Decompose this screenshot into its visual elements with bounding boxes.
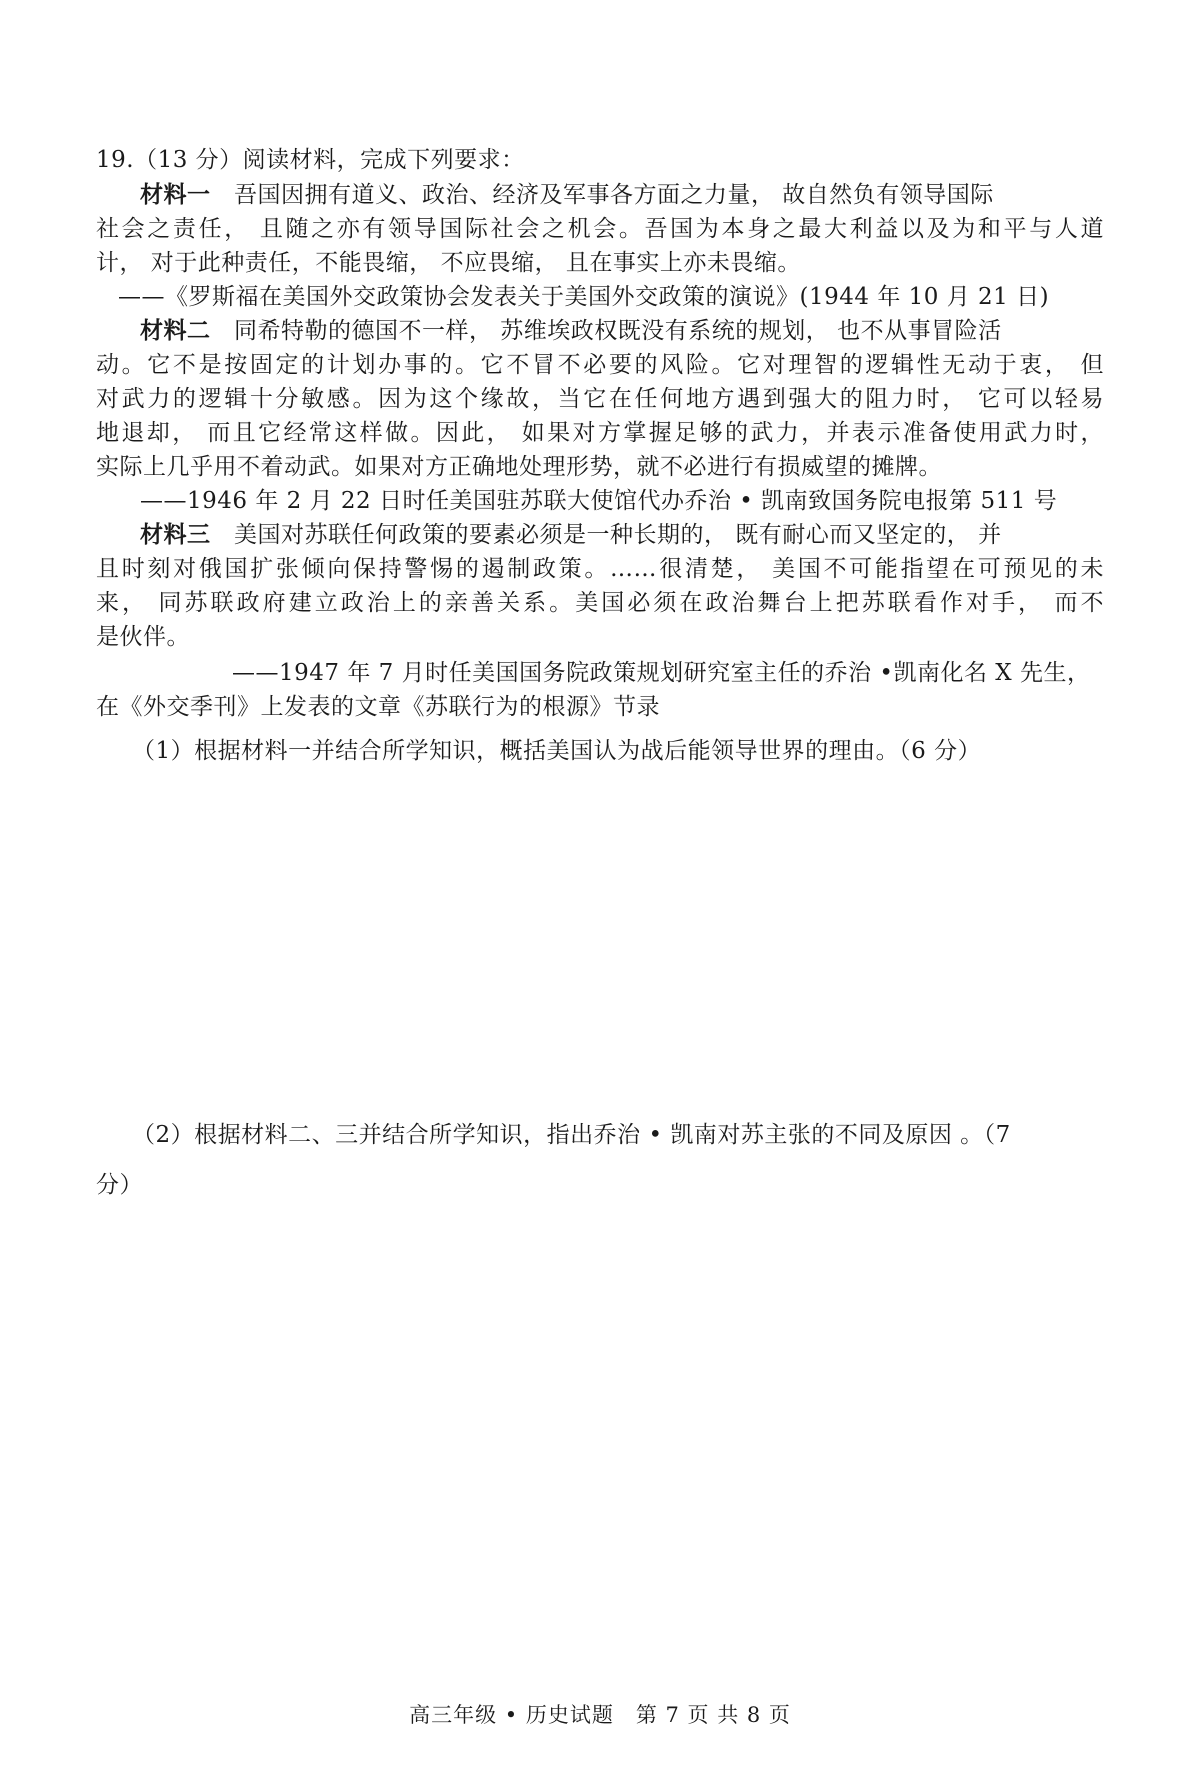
material3-first-line (140, 518, 1002, 552)
material2-text-2: 动。它不是按固定的计划办事的。它不冒不必要的风险。它对理智的逻辑性无动于衷， 但 (96, 352, 1104, 378)
material3-text-4: 是伙伴。 (96, 624, 190, 650)
material1-text-2: 社会之责任， 且随之亦有领导国际社会之机会。吾国为本身之最大利益以及为和平与人道 (96, 216, 1104, 242)
material1-label: 材料一 (140, 182, 211, 208)
material1-source: ——《罗斯福在美国外交政策协会发表关于美国外交政策的演说》(1944 年 10 月 21 日) (118, 284, 1050, 310)
material3-text-3: 来， 同苏联政府建立政治上的亲善关系。美国必须在政治舞台上把苏联看作对手， 而不 (96, 590, 1104, 616)
question-header: 19.（13 分）阅读材料，完成下列要求： (96, 147, 525, 173)
material2-text-4: 地退却， 而且它经常这样做。因此， 如果对方掌握足够的武力，并表示准备使用武力时， (96, 420, 1104, 446)
material2-source: ——1946 年 2 月 22 日时任美国驻苏联大使馆代办乔治 • 凯南致国务院电报第 511 号 (140, 488, 1058, 514)
subquestion-1: （1）根据材料一并结合所学知识，概括美国认为战后能领导世界的理由。（6 分） (132, 738, 982, 764)
page-footer: 高三年级 • 历史试题 第 7 页 共 8 页 (409, 1703, 791, 1727)
subquestion-2-line-1: （2）根据材料二、三并结合所学知识，指出乔治 • 凯南对苏主张的不同及原因 。（7 (132, 1122, 1011, 1148)
material2-first-line (140, 314, 1002, 348)
material2-label: 材料二 (140, 318, 211, 344)
material2-text-5: 实际上几乎用不着动武。如果对方正确地处理形势，就不必进行有损威望的摊牌。 (96, 454, 942, 480)
subquestion-2-line-2: 分） (96, 1172, 143, 1198)
material3-text-1: 美国对苏联任何政策的要素必须是一种长期的， 既有耐心而又坚定的， 并 (234, 522, 1002, 548)
material3-label: 材料三 (140, 522, 211, 548)
material1-text-1: 吾国因拥有道义、政治、经济及军事各方面之力量， 故自然负有领导国际 (234, 182, 994, 208)
material3-text-2: 且时刻对俄国扩张倾向保持警惕的遏制政策。……很清楚， 美国不可能指望在可预见的未 (96, 556, 1104, 582)
material1-text-3: 计， 对于此种责任，不能畏缩， 不应畏缩， 且在事实上亦未畏缩。 (96, 250, 801, 276)
material2-text-1: 同希特勒的德国不一样， 苏维埃政权既没有系统的规划， 也不从事冒险活 (234, 318, 1002, 344)
material2-text-3: 对武力的逻辑十分敏感。因为这个缘故，当它在任何地方遇到强大的阻力时， 它可以轻易 (96, 386, 1104, 412)
material3-source-1: ——1947 年 7 月时任美国国务院政策规划研究室主任的乔治 •凯南化名 X 先生， (232, 660, 1091, 686)
material1-first-line (140, 178, 994, 212)
material3-source-2: 在《外交季刊》上发表的文章《苏联行为的根源》节录 (96, 694, 660, 720)
